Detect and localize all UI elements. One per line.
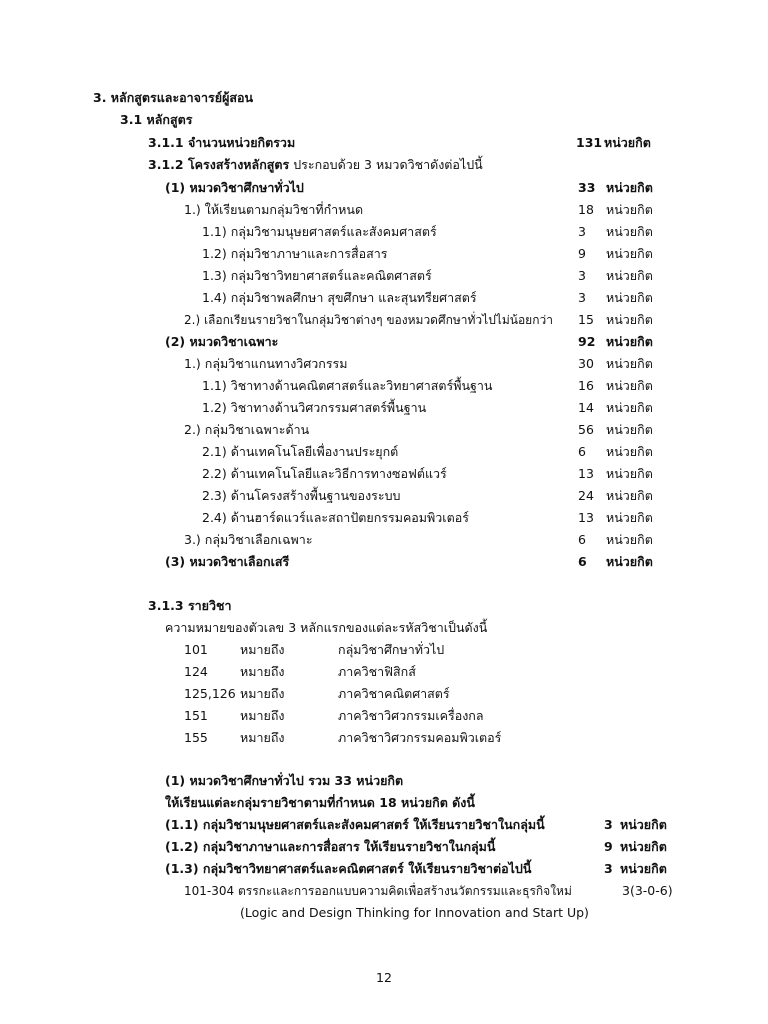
structure-desc: ประกอบด้วย 3 หมวดวิชาดังต่อไปนี้ xyxy=(293,157,483,172)
course-code: 101 xyxy=(184,642,208,657)
course-code-dept: ภาควิชาวิศวกรรมคอมพิวเตอร์ xyxy=(338,730,502,745)
course-code-dept: ภาควิชาฟิสิกส์ xyxy=(338,664,416,679)
section-heading: 3. หลักสูตรและอาจารย์ผู้สอน xyxy=(93,90,254,105)
structure-row-unit: หน่วยกิต xyxy=(606,180,653,195)
general-group-value: 3 xyxy=(604,861,613,876)
courses-label: 3.1.3 รายวิชา xyxy=(148,598,232,613)
structure-row-label: (3) หมวดวิชาเลือกเสรี xyxy=(165,554,290,569)
course-code-means: หมายถึง xyxy=(240,708,285,723)
structure-row-unit: หน่วยกิต xyxy=(606,224,653,239)
course-code: 151 xyxy=(184,708,208,723)
structure-row-unit: หน่วยกิต xyxy=(606,554,653,569)
structure-row-unit: หน่วยกิต xyxy=(606,532,653,547)
structure-row-unit: หน่วยกิต xyxy=(606,444,653,459)
course-code: 155 xyxy=(184,730,208,745)
structure-row-value: 6 xyxy=(578,532,586,547)
course-english-name: (Logic and Design Thinking for Innovation and Start Up) xyxy=(240,905,589,920)
credits-total-label: 3.1.1 จำนวนหน่วยกิตรวม xyxy=(148,135,296,150)
structure-row-value: 24 xyxy=(578,488,594,503)
structure-row-value: 13 xyxy=(578,466,594,481)
general-group-label: (1.3) กลุ่มวิชาวิทยาศาสตร์และคณิตศาสตร์ ให้เรียนรายวิชาต่อไปนี้ xyxy=(165,861,532,876)
structure-row-label: 2.3) ด้านโครงสร้างพื้นฐานของระบบ xyxy=(202,488,401,503)
structure-row-value: 3 xyxy=(578,290,586,305)
structure-row-label: 2.1) ด้านเทคโนโลยีเพื่องานประยุกต์ xyxy=(202,444,399,459)
structure-row-value: 15 xyxy=(578,312,594,327)
structure-row-value: 92 xyxy=(578,334,596,349)
structure-line xyxy=(148,157,483,173)
structure-row-label: 1.2) กลุ่มวิชาภาษาและการสื่อสาร xyxy=(202,246,388,261)
structure-row-unit: หน่วยกิต xyxy=(606,268,653,283)
structure-row-unit: หน่วยกิต xyxy=(606,202,653,217)
structure-row-unit: หน่วยกิต xyxy=(606,290,653,305)
credits-total-value: 131 xyxy=(576,135,603,150)
structure-row-value: 56 xyxy=(578,422,594,437)
structure-row-value: 30 xyxy=(578,356,594,371)
general-group-unit: หน่วยกิต xyxy=(620,839,667,854)
structure-row-value: 3 xyxy=(578,268,586,283)
general-group-value: 3 xyxy=(604,817,613,832)
structure-row-label: 2.) เลือกเรียนรายวิชาในกลุ่มวิชาต่างๆ ของหมวดศึกษาทั่วไปไม่น้อยกว่า xyxy=(184,313,553,327)
structure-row-value: 14 xyxy=(578,400,594,415)
structure-row-label: 1.) กลุ่มวิชาแกนทางวิศวกรรม xyxy=(184,356,348,371)
general-group-unit: หน่วยกิต xyxy=(620,861,667,876)
structure-row-label: 2.4) ด้านฮาร์ดแวร์และสถาปัตยกรรมคอมพิวเตอร์ xyxy=(202,510,469,525)
structure-row-unit: หน่วยกิต xyxy=(606,246,653,261)
structure-row-label: 1.1) กลุ่มวิชามนุษยศาสตร์และสังคมศาสตร์ xyxy=(202,224,437,239)
general-group-label: (1.1) กลุ่มวิชามนุษยศาสตร์และสังคมศาสตร์ ให้เรียนรายวิชาในกลุ่มนี้ xyxy=(165,817,545,832)
course-code-means: หมายถึง xyxy=(240,730,285,745)
page-number: 12 xyxy=(376,970,392,985)
course-code-means: หมายถึง xyxy=(240,664,285,679)
structure-row-unit: หน่วยกิต xyxy=(606,466,653,481)
sub-heading: 3.1 หลักสูตร xyxy=(120,112,193,127)
course-code-dept: ภาควิชาวิศวกรรมเครื่องกล xyxy=(338,708,484,723)
course-code: 125,126 xyxy=(184,686,236,701)
structure-label: 3.1.2 โครงสร้างหลักสูตร xyxy=(148,157,290,172)
structure-row-unit: หน่วยกิต xyxy=(606,356,653,371)
structure-row-value: 13 xyxy=(578,510,594,525)
structure-row-value: 18 xyxy=(578,202,594,217)
course-code-dept: กลุ่มวิชาศึกษาทั่วไป xyxy=(338,642,445,657)
structure-row-label: 2.) กลุ่มวิชาเฉพาะด้าน xyxy=(184,422,310,437)
courses-intro: ความหมายของตัวเลข 3 หลักแรกของแต่ละรหัสวิชาเป็นดังนี้ xyxy=(165,620,488,635)
structure-row-label: 1.4) กลุ่มวิชาพลศึกษา สุขศึกษา และสุนทรียศาสตร์ xyxy=(202,290,477,305)
structure-row-label: (2) หมวดวิชาเฉพาะ xyxy=(165,334,279,349)
structure-row-unit: หน่วยกิต xyxy=(606,334,653,349)
structure-row-value: 3 xyxy=(578,224,586,239)
general-title: (1) หมวดวิชาศึกษาทั่วไป รวม 33 หน่วยกิต xyxy=(165,773,404,788)
general-group-label: (1.2) กลุ่มวิชาภาษาและการสื่อสาร ให้เรียนรายวิชาในกลุ่มนี้ xyxy=(165,839,496,854)
structure-row-label: 3.) กลุ่มวิชาเลือกเฉพาะ xyxy=(184,532,313,547)
structure-row-value: 9 xyxy=(578,246,586,261)
structure-row-value: 6 xyxy=(578,554,587,569)
course-credit: 3(3-0-6) xyxy=(622,883,673,898)
structure-row-unit: หน่วยกิต xyxy=(606,400,653,415)
general-group-unit: หน่วยกิต xyxy=(620,817,667,832)
course-code-means: หมายถึง xyxy=(240,686,285,701)
general-group-value: 9 xyxy=(604,839,613,854)
structure-row-unit: หน่วยกิต xyxy=(606,422,653,437)
structure-row-unit: หน่วยกิต xyxy=(606,378,653,393)
structure-row-label: 1.) ให้เรียนตามกลุ่มวิชาที่กำหนด xyxy=(184,202,364,217)
structure-row-label: (1) หมวดวิชาศึกษาทั่วไป xyxy=(165,180,304,195)
structure-row-unit: หน่วยกิต xyxy=(606,510,653,525)
structure-row-unit: หน่วยกิต xyxy=(606,488,653,503)
structure-row-label: 1.3) กลุ่มวิชาวิทยาศาสตร์และคณิตศาสตร์ xyxy=(202,268,432,283)
structure-row-unit: หน่วยกิต xyxy=(606,312,653,327)
structure-row-label: 2.2) ด้านเทคโนโลยีและวิธีการทางซอฟต์แวร์ xyxy=(202,466,447,481)
credits-total-unit: หน่วยกิต xyxy=(604,135,651,150)
structure-row-value: 6 xyxy=(578,444,586,459)
general-subtitle: ให้เรียนแต่ละกลุ่มรายวิชาตามที่กำหนด 18 หน่วยกิต ดังนี้ xyxy=(165,795,475,810)
structure-row-label: 1.2) วิชาทางด้านวิศวกรรมศาสตร์พื้นฐาน xyxy=(202,400,427,415)
structure-row-value: 16 xyxy=(578,378,594,393)
course-code: 124 xyxy=(184,664,208,679)
course-code-means: หมายถึง xyxy=(240,642,285,657)
course-code-dept: ภาควิชาคณิตศาสตร์ xyxy=(338,686,450,701)
structure-row-label: 1.1) วิชาทางด้านคณิตศาสตร์และวิทยาศาสตร์พื้นฐาน xyxy=(202,378,493,393)
structure-row-value: 33 xyxy=(578,180,596,195)
course-code-name: 101-304 ตรรกะและการออกแบบความคิดเพื่อสร้างนวัตกรรมและธุรกิจใหม่ xyxy=(184,884,572,898)
